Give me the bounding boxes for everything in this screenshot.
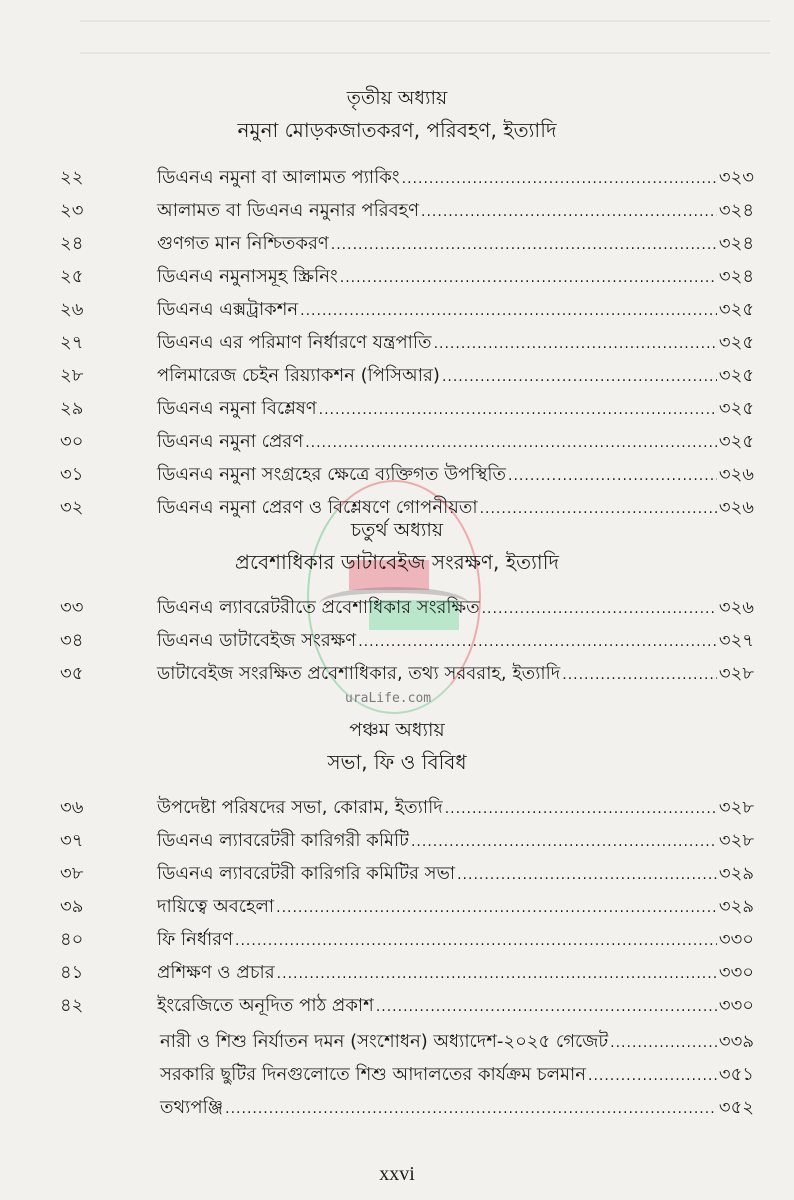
toc-entry bbox=[60, 162, 754, 195]
chapter-title: চতুর্থ অধ্যায় bbox=[350, 519, 444, 541]
dot-leader bbox=[305, 427, 717, 459]
toc-entry bbox=[60, 1092, 754, 1125]
section-title: ফি নির্ধারণ bbox=[157, 929, 234, 950]
toc-entry bbox=[60, 658, 754, 691]
page-ref: ৩২৬ bbox=[718, 464, 754, 485]
page-ref: ৩২৩ bbox=[718, 167, 754, 188]
dot-leader bbox=[421, 196, 717, 228]
dot-leader bbox=[411, 826, 717, 858]
dot-leader bbox=[610, 1027, 717, 1059]
page-ref: ৩৩০ bbox=[718, 962, 754, 983]
dot-leader bbox=[235, 925, 717, 957]
page-ref: ৩২৫ bbox=[718, 332, 754, 353]
section-title: ইংরেজিতে অনূদিত পাঠ প্রকাশ bbox=[157, 995, 374, 1016]
dot-leader bbox=[562, 659, 717, 691]
chapter-title: তৃতীয় অধ্যায় bbox=[346, 87, 448, 109]
dot-leader bbox=[225, 1093, 717, 1125]
section-title: ডিএনএ ল্যাবরেটরী কারিগরী কমিটি bbox=[157, 830, 409, 851]
section-title: ডিএনএ ডাটাবেইজ সংরক্ষণ bbox=[157, 630, 357, 651]
section-title: নারী ও শিশু নির্যাতন দমন (সংশোধন) অধ্যাদেশ-২০২৫ গেজেট bbox=[160, 1031, 609, 1052]
section-title: ডিএনএ নমুনা প্রেরণ bbox=[157, 431, 304, 452]
chapter-heading bbox=[0, 514, 794, 578]
section-title: ডিএনএ ল্যাবরেটরীতে প্রবেশাধিকার সংরক্ষিত bbox=[157, 597, 480, 618]
chapter-title: পঞ্চম অধ্যায় bbox=[349, 719, 445, 741]
section-number: ২৬ bbox=[60, 299, 84, 320]
section-number: ৩৫ bbox=[60, 663, 84, 684]
page-ref: ৩২৯ bbox=[718, 896, 754, 917]
dot-leader bbox=[457, 859, 717, 891]
toc-entry bbox=[60, 261, 754, 294]
section-title: ডিএনএ নমুনাসমূহ স্ক্রিনিং bbox=[157, 266, 338, 287]
toc-entry bbox=[60, 393, 754, 426]
dot-leader bbox=[376, 991, 717, 1023]
section-title: ডিএনএ এক্সট্রাকশন bbox=[157, 299, 299, 320]
section-title: ডিএনএ ল্যাবরেটরী কারিগরি কমিটির সভা bbox=[157, 863, 456, 884]
section-number: ২২ bbox=[60, 167, 84, 188]
dot-leader bbox=[276, 892, 717, 924]
toc-entry bbox=[60, 360, 754, 393]
section-number: ৩৬ bbox=[60, 797, 84, 818]
page-ref: ৩৩০ bbox=[718, 929, 754, 950]
section-number: ৩৯ bbox=[60, 896, 84, 917]
section-title: গুণগত মান নিশ্চিতকরণ bbox=[157, 233, 329, 254]
page-ref: ৩২৫ bbox=[718, 299, 754, 320]
chapter-entries bbox=[60, 792, 754, 1023]
section-title: তথ্যপঞ্জি bbox=[160, 1097, 224, 1118]
section-number: ৩০ bbox=[60, 431, 84, 452]
section-title: ডিএনএ নমুনা বা আলামত প্যাকিং bbox=[157, 167, 400, 188]
chapter-entries bbox=[60, 162, 754, 525]
section-number: ৩৮ bbox=[60, 863, 84, 884]
toc-entry bbox=[60, 592, 754, 625]
page-ref: ৩২৪ bbox=[718, 200, 754, 221]
section-number: ৪০ bbox=[60, 929, 84, 950]
dot-leader bbox=[434, 328, 717, 360]
toc-entry bbox=[60, 858, 754, 891]
section-number: ২৩ bbox=[60, 200, 84, 221]
toc-entry bbox=[60, 891, 754, 924]
page-ref: ৩২৫ bbox=[718, 365, 754, 386]
section-number: ৩২ bbox=[60, 497, 84, 518]
section-title: সরকারি ছুটির দিনগুলোতে শিশু আদালতের কার্যক্রম চলমান bbox=[160, 1064, 586, 1085]
section-number: ৪১ bbox=[60, 962, 84, 983]
toc-entry bbox=[60, 957, 754, 990]
page-ref: ৩৫১ bbox=[718, 1064, 754, 1085]
section-number: ৪২ bbox=[60, 995, 84, 1016]
page-ref: ৩২৬ bbox=[718, 497, 754, 518]
bleed-through-text bbox=[80, 0, 770, 70]
section-number: ২৯ bbox=[60, 398, 84, 419]
chapter-heading bbox=[0, 714, 794, 778]
section-title: প্রশিক্ষণ ও প্রচার bbox=[157, 962, 275, 983]
section-title: ডাটাবেইজ সংরক্ষিত প্রবেশাধিকার, তথ্য সরবরাহ, ইত্যাদি bbox=[157, 663, 561, 684]
section-number: ৩৩ bbox=[60, 597, 84, 618]
watermark-text: uraLife.com bbox=[345, 691, 432, 706]
chapter-entries bbox=[60, 592, 754, 691]
section-number: ২৮ bbox=[60, 365, 84, 386]
dot-leader bbox=[358, 626, 717, 658]
chapter-subtitle: নমুনা মোড়কজাতকরণ, পরিবহণ, ইত্যাদি bbox=[237, 118, 557, 142]
toc-entry bbox=[60, 1059, 754, 1092]
section-number: ৩৭ bbox=[60, 830, 84, 851]
section-title: পলিমারেজ চেইন রিয়্যাকশন (পিসিআর) bbox=[157, 365, 440, 386]
page-ref: ৩২৮ bbox=[718, 663, 754, 684]
page-ref: ৩২৮ bbox=[718, 797, 754, 818]
appendix-entries bbox=[60, 1026, 754, 1125]
toc-entry bbox=[60, 195, 754, 228]
dot-leader bbox=[442, 361, 717, 393]
dot-leader bbox=[300, 295, 717, 327]
dot-leader bbox=[445, 793, 717, 825]
page-ref: ৩৩৯ bbox=[718, 1031, 754, 1052]
toc-entry bbox=[60, 1026, 754, 1059]
chapter-subtitle: প্রবেশাধিকার ডাটাবেইজ সংরক্ষণ, ইত্যাদি bbox=[235, 550, 559, 574]
page-ref: ৩২৬ bbox=[718, 597, 754, 618]
toc-entry bbox=[60, 990, 754, 1023]
dot-leader bbox=[319, 394, 717, 426]
page-ref: ৩৩০ bbox=[718, 995, 754, 1016]
section-title: আলামত বা ডিএনএ নমুনার পরিবহণ bbox=[157, 200, 420, 221]
page-ref: ৩২৮ bbox=[718, 830, 754, 851]
toc-entry bbox=[60, 327, 754, 360]
dot-leader bbox=[340, 262, 717, 294]
section-title: ডিএনএ নমুনা সংগ্রহের ক্ষেত্রে ব্যক্তিগত উপস্থিতি bbox=[157, 464, 507, 485]
section-title: ডিএনএ নমুনা বিশ্লেষণ bbox=[157, 398, 317, 419]
page-ref: ৩২৫ bbox=[718, 398, 754, 419]
toc-entry bbox=[60, 792, 754, 825]
page-ref: ৩২৪ bbox=[718, 233, 754, 254]
section-number: ২৪ bbox=[60, 233, 84, 254]
section-number: ২৫ bbox=[60, 266, 84, 287]
dot-leader bbox=[588, 1060, 717, 1092]
page-ref: ৩২৯ bbox=[718, 863, 754, 884]
page-number: xxvi bbox=[379, 1163, 415, 1185]
page-ref: ৩২৪ bbox=[718, 266, 754, 287]
dot-leader bbox=[277, 958, 717, 990]
toc-entry bbox=[60, 825, 754, 858]
section-number: ৩১ bbox=[60, 464, 84, 485]
section-title: দায়িত্বে অবহেলা bbox=[157, 896, 275, 917]
section-title: ডিএনএ এর পরিমাণ নির্ধারণে যন্ত্রপাতি bbox=[157, 332, 432, 353]
section-title: উপদেষ্টা পরিষদের সভা, কোরাম, ইত্যাদি bbox=[157, 797, 443, 818]
chapter-heading bbox=[0, 82, 794, 146]
dot-leader bbox=[508, 460, 717, 492]
dot-leader bbox=[331, 229, 717, 261]
toc-entry bbox=[60, 459, 754, 492]
toc-entry bbox=[60, 294, 754, 327]
section-number: ২৭ bbox=[60, 332, 84, 353]
toc-entry bbox=[60, 228, 754, 261]
dot-leader bbox=[402, 163, 717, 195]
toc-entry bbox=[60, 924, 754, 957]
section-number: ৩৪ bbox=[60, 630, 84, 651]
page-ref: ৩২৭ bbox=[718, 630, 754, 651]
page-ref: ৩৫২ bbox=[718, 1097, 754, 1118]
page-ref: ৩২৫ bbox=[718, 431, 754, 452]
dot-leader bbox=[482, 593, 717, 625]
section-title: ডিএনএ নমুনা প্রেরণ ও বিশ্লেষণে গোপনীয়তা bbox=[157, 497, 478, 518]
chapter-subtitle: সভা, ফি ও বিবিধ bbox=[327, 750, 467, 774]
toc-entry bbox=[60, 625, 754, 658]
toc-entry bbox=[60, 426, 754, 459]
